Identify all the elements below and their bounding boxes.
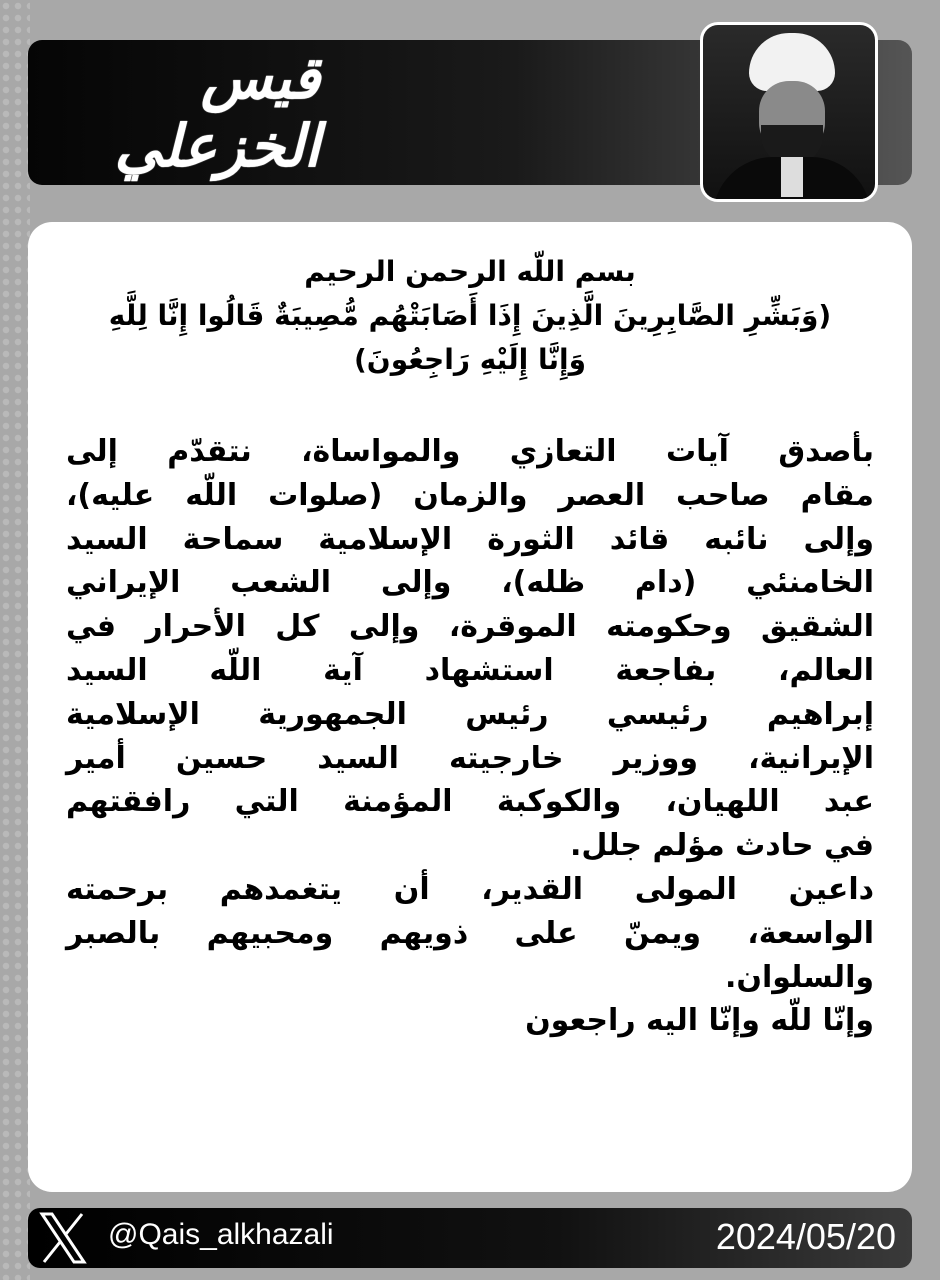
- calligraphy-logo: قيس الخزعلي: [114, 44, 320, 180]
- body-line: الإيرانية، ووزير خارجيته السيد حسين أمير: [66, 740, 874, 776]
- body-line: عبد اللهيان، والكوكبة المؤمنة التي رافقتهم: [66, 784, 874, 820]
- x-logo-icon: [38, 1212, 88, 1264]
- body-line: مقام صاحب العصر والزمان (صلوات اللّه عليه)،: [66, 477, 874, 513]
- statement-body: [66, 430, 874, 1043]
- account-handle[interactable]: @Qais_alkhazali: [108, 1218, 334, 1251]
- closing-line: وإنّا للّه وإنّا اليه راجعون: [525, 1003, 874, 1039]
- body-line: الواسعة، ويمنّ على ذويهم ومحبيهم بالصبر: [66, 915, 874, 951]
- body-line: والسلوان.: [724, 959, 874, 995]
- footer-bar: [28, 1208, 912, 1268]
- body-line: بأصدق آيات التعازي والمواساة، نتقدّم إلى: [66, 434, 874, 469]
- profile-photo: [700, 22, 878, 202]
- verse-line: (وَبَشِّرِ الصَّابِرِينَ الَّذِينَ إِذَا أَصَابَتْهُم مُّصِيبَةٌ قَالُوا إِنَّا لِلَّهِ: [108, 299, 832, 332]
- verse-line: وَإِنَّا إِلَيْهِ رَاجِعُونَ): [354, 343, 586, 376]
- body-line: الشقيق وحكومته الموقرة، وإلى كل الأحرار في: [66, 609, 874, 645]
- body-line: في حادث مؤلم جلل.: [570, 828, 874, 864]
- body-line: إبراهيم رئيسي رئيس الجمهورية الإسلامية: [66, 696, 874, 732]
- body-line: وإلى نائبه قائد الثورة الإسلامية سماحة السيد: [66, 521, 874, 557]
- body-line: داعين المولى القدير، أن يتغمدهم برحمته: [66, 871, 874, 907]
- basmala: بسم اللّه الرحمن الرحيم: [304, 255, 636, 288]
- post-date: 2024/05/20: [715, 1216, 896, 1257]
- opening-verse: [66, 250, 874, 382]
- body-line: العالم، بفاجعة استشهاد آية اللّه السيد: [66, 652, 874, 688]
- body-line: الخامنئي (دام ظله)، وإلى الشعب الإيراني: [66, 565, 874, 601]
- dot-pattern: [0, 0, 30, 1280]
